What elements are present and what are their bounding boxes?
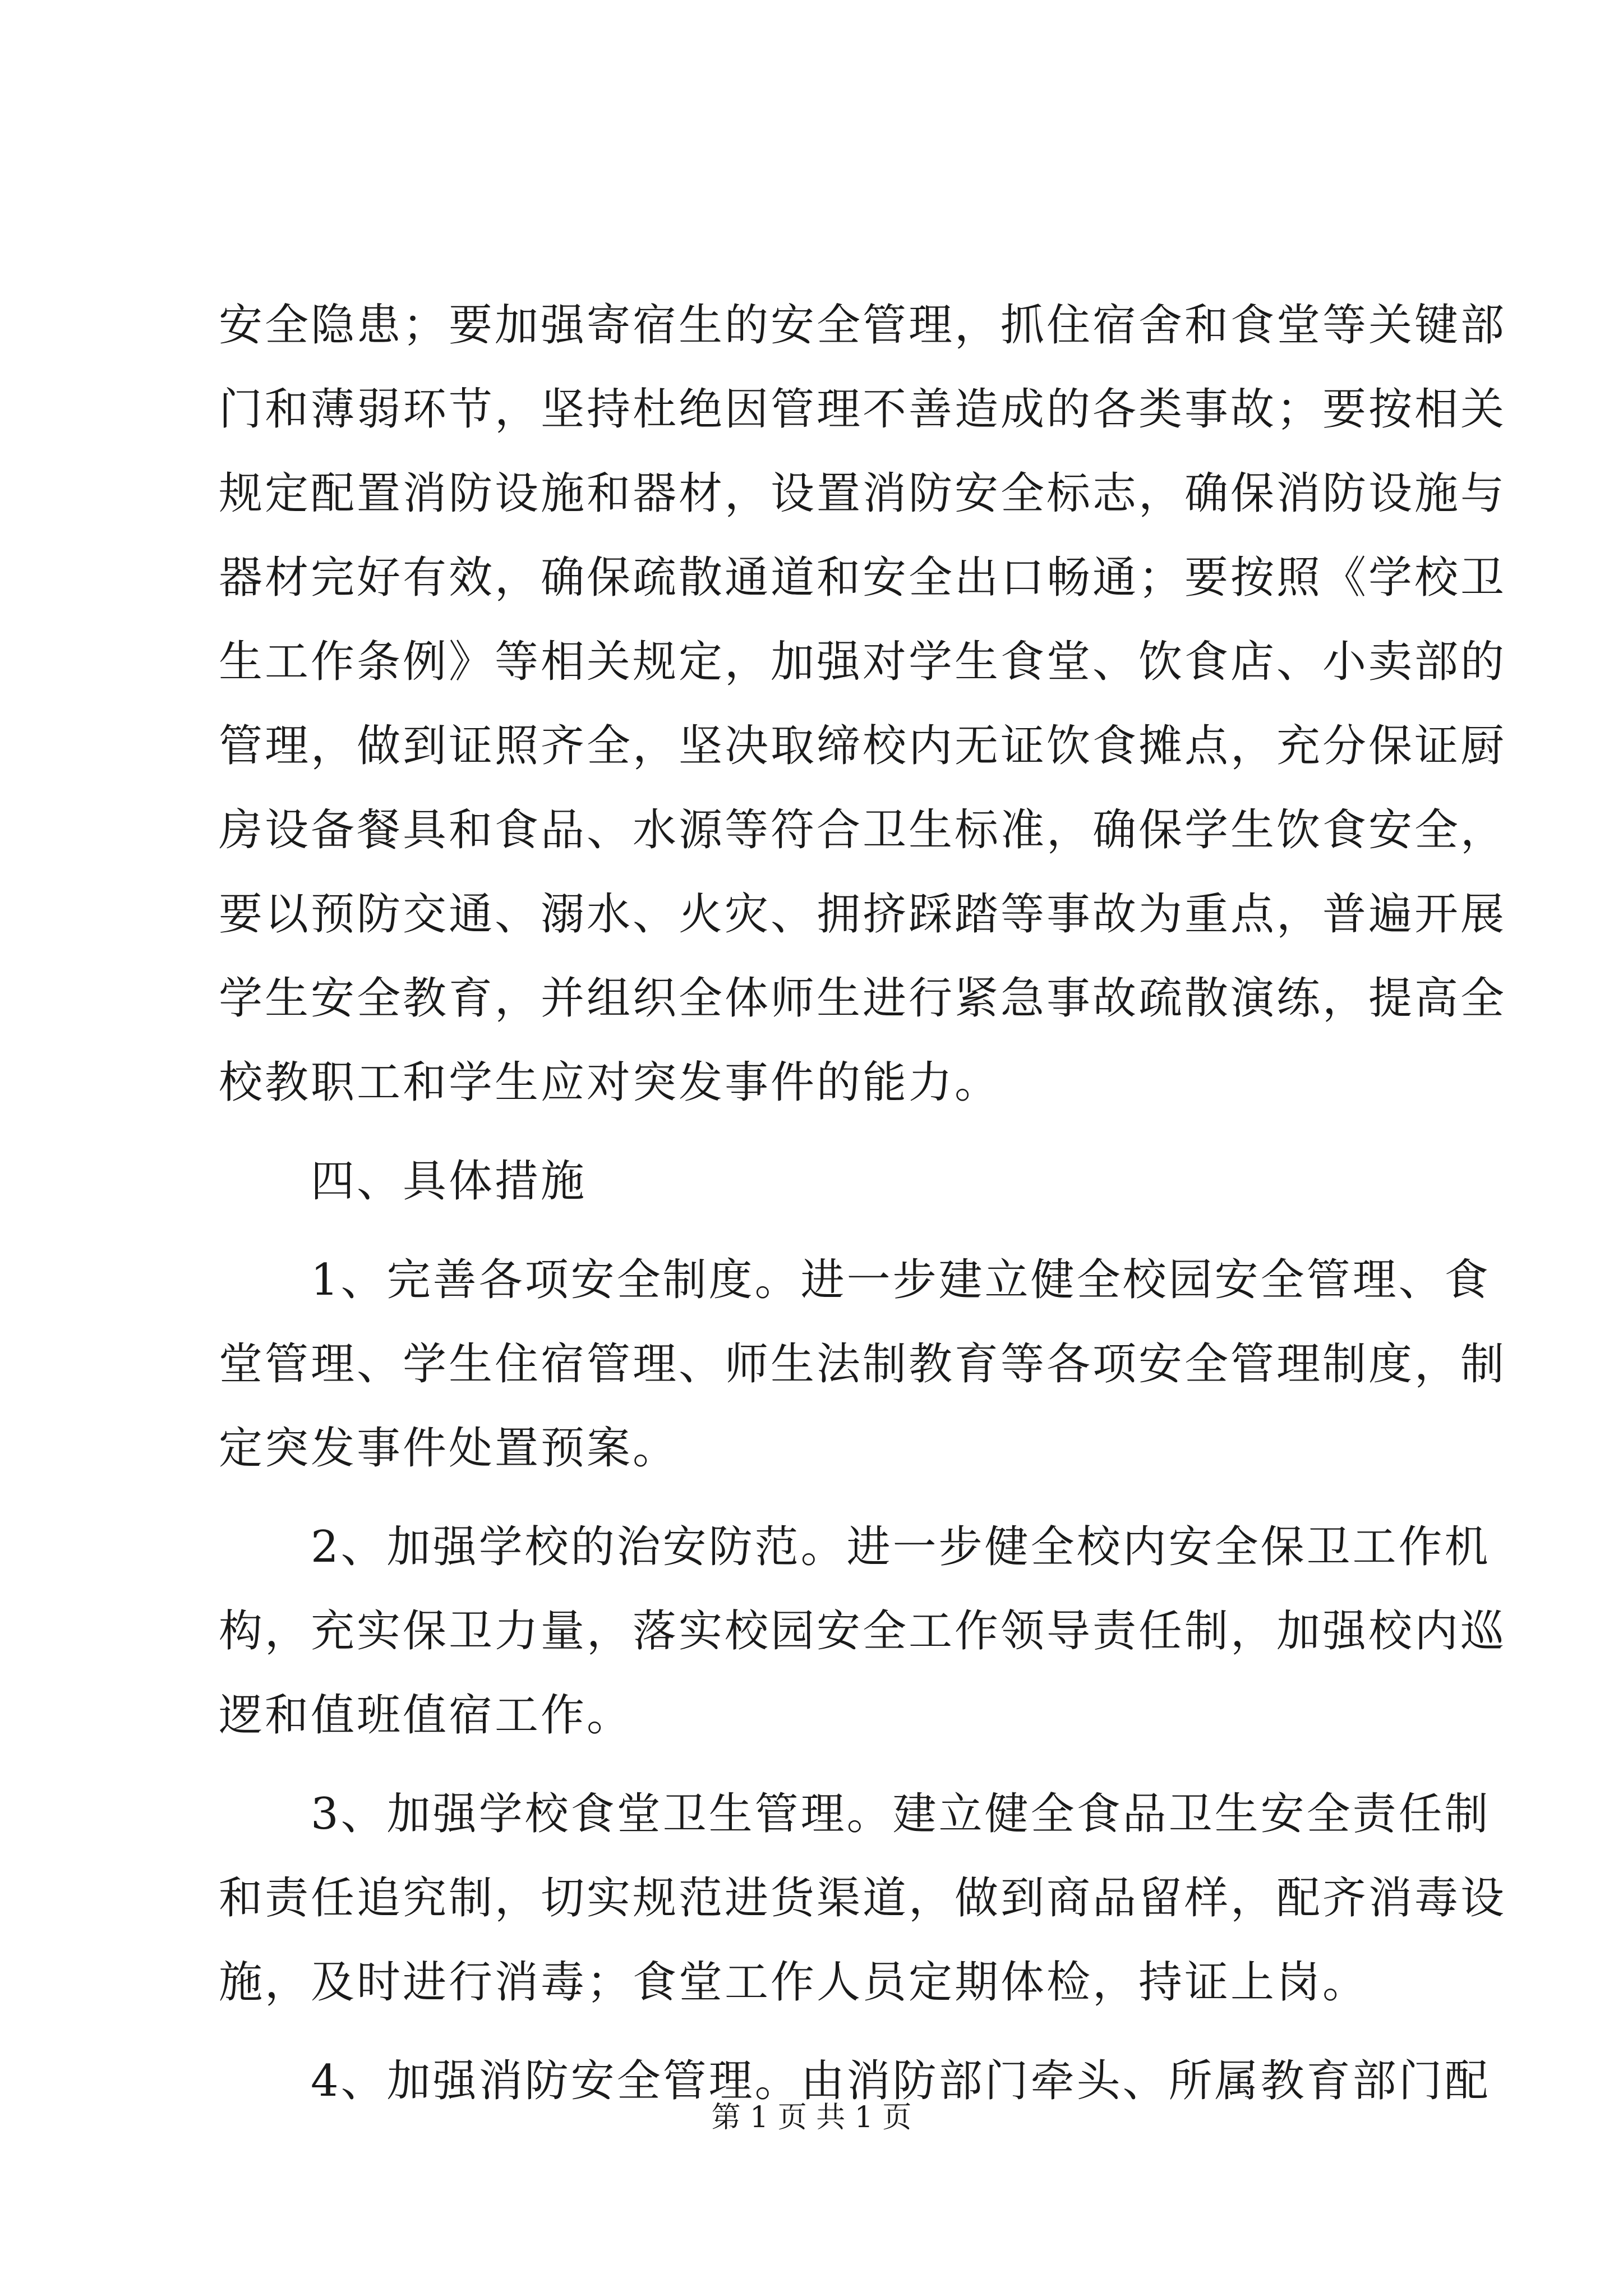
text-line: 规定配置消防设施和器材，设置消防安全标志，确保消防设施与 bbox=[219, 468, 1507, 519]
section-heading bbox=[219, 1139, 1430, 1223]
text-line: 门和薄弱环节，坚持杜绝因管理不善造成的各类事故；要按相关 bbox=[219, 384, 1507, 435]
paragraph-spacer bbox=[219, 2024, 1430, 2039]
page-footer: 第 1 页 共 1 页 bbox=[711, 2101, 912, 2134]
paragraph-spacer bbox=[219, 1223, 1430, 1238]
paragraph-safety-requirements bbox=[219, 283, 1507, 1125]
measure-item-1 bbox=[219, 1238, 1507, 1490]
text-line: 和责任追究制，切实规范进货渠道，做到商品留样，配齐消毒设 bbox=[219, 1873, 1507, 1924]
text-line: 学生安全教育，并组织全体师生进行紧急事故疏散演练，提高全 bbox=[219, 973, 1507, 1024]
text-line: 生工作条例》等相关规定，加强对学生食堂、饮食店、小卖部的 bbox=[219, 637, 1507, 687]
text-line: 2、加强学校的治安防范。进一步健全校内安全保卫工作机 bbox=[219, 1522, 1491, 1572]
text-line: 校教职工和学生应对突发事件的能力。 bbox=[219, 1057, 1001, 1108]
paragraph-spacer bbox=[219, 1125, 1430, 1139]
text-line: 房设备餐具和食品、水源等符合卫生标准，确保学生饮食安全， bbox=[219, 805, 1507, 855]
text-line: 1、完善各项安全制度。进一步建立健全校园安全管理、食 bbox=[219, 1255, 1491, 1305]
text-line: 管理，做到证照齐全，坚决取缔校内无证饮食摊点，充分保证厨 bbox=[219, 721, 1507, 771]
text-line: 3、加强学校食堂卫生管理。建立健全食品卫生安全责任制 bbox=[219, 1789, 1491, 1839]
text-line: 定突发事件处置预案。 bbox=[219, 1423, 679, 1474]
text-line: 堂管理、学生住宿管理、师生法制教育等各项安全管理制度，制 bbox=[219, 1339, 1507, 1389]
text-line: 逻和值班值宿工作。 bbox=[219, 1690, 633, 1741]
measure-item-3 bbox=[219, 1772, 1507, 2024]
section-heading-text: 四、具体措施 bbox=[219, 1156, 587, 1207]
text-line: 施，及时进行消毒；食堂工作人员定期体检，持证上岗。 bbox=[219, 1957, 1369, 2008]
text-line: 器材完好有效，确保疏散通道和安全出口畅通；要按照《学校卫 bbox=[219, 553, 1507, 603]
paragraph-spacer bbox=[219, 1757, 1430, 1772]
measure-item-2 bbox=[219, 1505, 1507, 1757]
text-line: 要以预防交通、溺水、火灾、拥挤踩踏等事故为重点，普遍开展 bbox=[219, 889, 1507, 940]
text-line: 安全隐患；要加强寄宿生的安全管理，抓住宿舍和食堂等关键部 bbox=[219, 300, 1507, 351]
text-line: 4、加强消防安全管理。由消防部门牵头、所属教育部门配 bbox=[219, 2056, 1491, 2106]
document-body bbox=[219, 283, 1507, 2123]
paragraph-spacer bbox=[219, 1490, 1430, 1505]
text-line: 构，充实保卫力量，落实校园安全工作领导责任制，加强校内巡 bbox=[219, 1606, 1507, 1657]
